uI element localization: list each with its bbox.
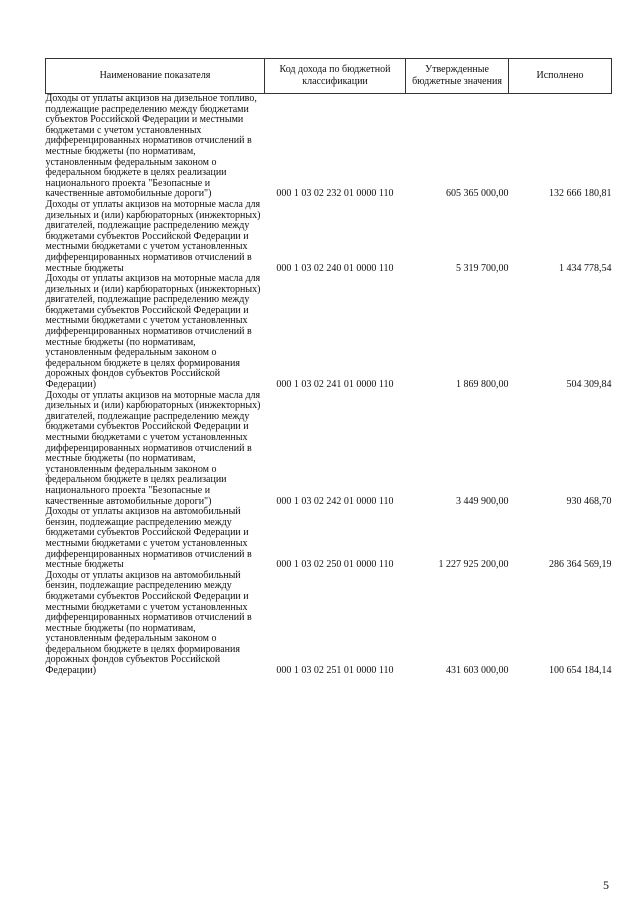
- row-approved: 1 869 800,00: [456, 379, 509, 391]
- row-code: 000 1 03 02 242 01 0000 110: [276, 495, 394, 507]
- row-name: Доходы от уплаты акцизов на автомобильный бензин, подлежащие распределению между бюджетами субъектов Российской Федерации и местными бюджетами с учетом установленных дифференцированных нормативов отчислений в местные бюджеты: [45, 506, 252, 571]
- row-code: 000 1 03 02 251 01 0000 110: [276, 665, 394, 677]
- header-name: Наименование показателя: [46, 59, 265, 94]
- page-number: 5: [603, 878, 609, 892]
- row-executed: 286 364 569,19: [549, 559, 612, 571]
- table-row: [46, 571, 612, 677]
- row-approved: 431 603 000,00: [446, 665, 509, 677]
- row-executed: 1 434 778,54: [559, 262, 612, 274]
- row-code: 000 1 03 02 240 01 0000 110: [276, 262, 394, 274]
- row-name: Доходы от уплаты акцизов на автомобильный бензин, подлежащие распределению между бюджетами субъектов Российской Федерации и местными бюджетами с учетом установленных дифференцированных нормативов отчислений в местные бюджеты (по нормативам, установленным федеральным законом о федеральном бюджете в целях формирования дорожных фондов субъектов Российской Федерации): [45, 569, 252, 677]
- row-name: Доходы от уплаты акцизов на моторные масла для дизельных и (или) карбюраторных (инжекторных) двигателей, подлежащие распределению между бюджетами субъектов Российской Федерации и местными бюджетами с учетом установленных дифференцированных нормативов отчислений в местные бюджеты (по нормативам, установленным федеральным законом о федеральном бюджете в целях реализации национального проекта "Безопасные и качественные автомобильные дороги"): [45, 389, 261, 507]
- header-executed: Исполнено: [509, 59, 612, 94]
- table-header-row: [46, 59, 612, 94]
- table-row: [46, 507, 612, 571]
- row-approved: 3 449 900,00: [456, 495, 509, 507]
- table-row: [46, 200, 612, 274]
- row-executed: 930 468,70: [566, 495, 612, 507]
- row-executed: 504 309,84: [566, 379, 612, 391]
- row-name: Доходы от уплаты акцизов на моторные масла для дизельных и (или) карбюраторных (инжекторных) двигателей, подлежащие распределению между бюджетами субъектов Российской Федерации и местными бюджетами с учетом установленных дифференцированных нормативов отчислений в местные бюджеты (по нормативам, установленным федеральным законом о федеральном бюджете в целях формирования дорожных фондов субъектов Российской Федерации): [45, 273, 261, 391]
- row-executed: 100 654 184,14: [549, 665, 612, 677]
- header-code: Код дохода по бюджетной классификации: [265, 59, 406, 94]
- row-executed: 132 666 180,81: [549, 188, 612, 200]
- revenue-table: [45, 58, 612, 677]
- row-code: 000 1 03 02 250 01 0000 110: [276, 559, 394, 571]
- row-approved: 5 319 700,00: [456, 262, 509, 274]
- row-code: 000 1 03 02 241 01 0000 110: [276, 379, 394, 391]
- row-approved: 1 227 925 200,00: [438, 559, 509, 571]
- row-code: 000 1 03 02 232 01 0000 110: [276, 188, 394, 200]
- table-row: [46, 391, 612, 508]
- header-approved: Утвержденные бюджетные значения: [406, 59, 509, 94]
- row-name: Доходы от уплаты акцизов на дизельное топливо, подлежащие распределению между бюджетами субъектов Российской Федерации и местными бюджетами с учетом установленных дифференцированных нормативов отчислений в местные бюджеты (по нормативам, установленным федеральным законом о федеральном бюджете в целях реализации национального проекта "Безопасные и качественные автомобильные дороги"): [45, 93, 257, 200]
- table-row: [46, 94, 612, 200]
- row-name: Доходы от уплаты акцизов на моторные масла для дизельных и (или) карбюраторных (инжекторных) двигателей, подлежащие распределению между бюджетами субъектов Российской Федерации и местными бюджетами с учетом установленных дифференцированных нормативов отчислений в местные бюджеты: [45, 198, 261, 274]
- row-approved: 605 365 000,00: [446, 188, 509, 200]
- table-row: [46, 274, 612, 391]
